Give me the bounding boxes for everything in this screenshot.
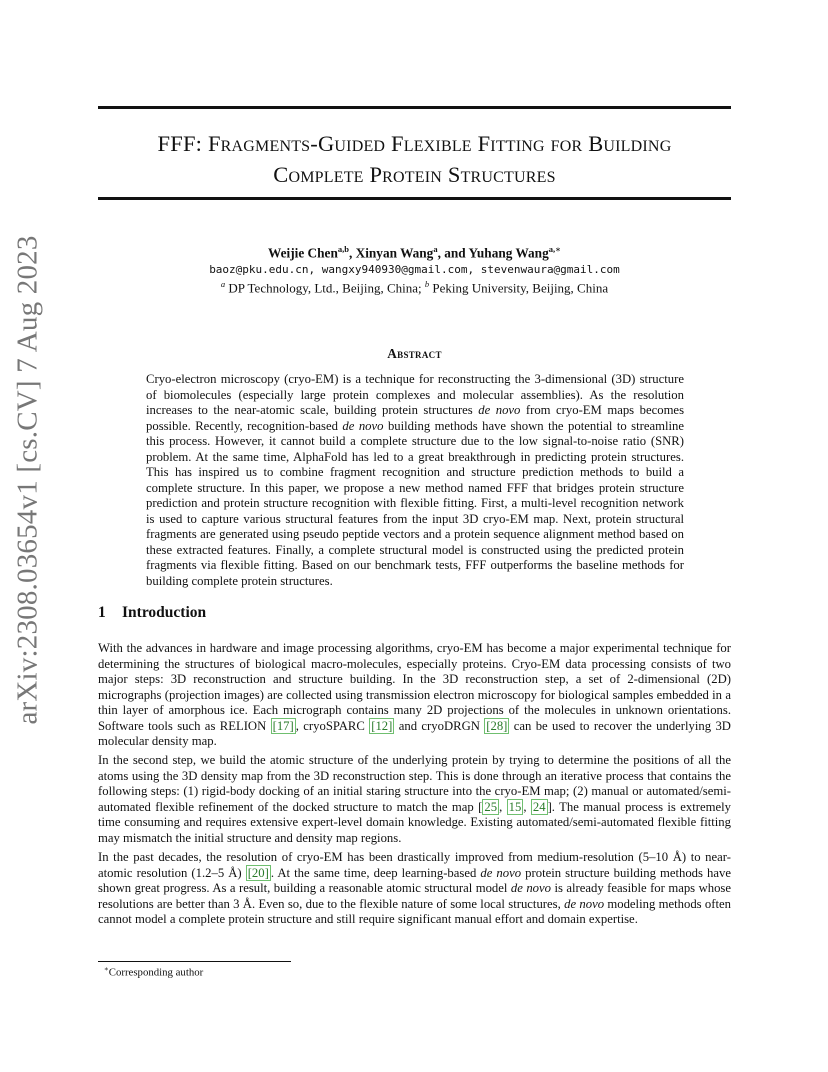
citation-link[interactable]: 24 bbox=[532, 799, 546, 814]
body-emphasis: de novo bbox=[480, 865, 522, 880]
footnote-mark: ∗ bbox=[104, 965, 109, 973]
intro-paragraph-2 bbox=[98, 753, 731, 846]
title-line-1: FFF: Fragments-Guided Flexible Fitting for Building bbox=[157, 131, 672, 156]
author-name: Xinyan Wang bbox=[355, 245, 434, 261]
citation-link[interactable]: [28] bbox=[486, 718, 508, 733]
body-text: In the second step, we build the atomic structure of the underlying protein by trying to determine the positions of all the atoms using the 3D density map from the 3D reconstruction step. This is done through an iterative process that contains the following steps: (1) rigid-body docking of an initial staring structure into the cryo-EM map; (2) manual or automated/semi-automated flexible refinement of the docked structure to match the map [ bbox=[98, 753, 731, 814]
author-separator: , bbox=[348, 245, 356, 261]
affil-mark: a bbox=[220, 279, 226, 289]
title-bottom-rule bbox=[98, 197, 731, 200]
body-text: With the advances in hardware and image processing algorithms, cryo-EM has become a major experimental technique for determining the structures of biological macro-molecules, especially proteins. Cryo-EM data processing consists of two major steps: 3D reconstruction and structure building. In the 3D reconstruction step, a set of 2-dimensional (2D) micrographs (projection images) are collected using transmission electron microscopy for biological samples embedded in a thin layer of amorphous ice. Each micrograph contains many 2D projections of the molecules in unknown orientations. Software tools such as RELION bbox=[98, 641, 731, 733]
abstract-emphasis: de novo bbox=[342, 418, 384, 433]
body-text: is already feasible for maps whose resolutions are better than 3 Å. Even so, due to the flexible nature of some local structures, bbox=[98, 881, 732, 911]
author-affil-mark: a,∗ bbox=[548, 244, 561, 254]
body-text: In the past decades, the resolution of cryo-EM has been drastically improved from medium-resolution (5–10 Å) to near-atomic resolution (1.2–5 Å) bbox=[98, 850, 731, 880]
body-text: modeling methods often cannot model a complete protein structure and still require significant manual effort and domain expertise. bbox=[98, 896, 731, 926]
author-emails: baoz@pku.edu.cn, wangxy940930@gmail.com, stevenwaura@gmail.com bbox=[209, 263, 620, 276]
body-text: can be used to recover the underlying 3D molecular density map. bbox=[98, 718, 731, 748]
arxiv-identifier bbox=[0, 0, 56, 1072]
body-text: . At the same time, deep learning-based bbox=[270, 865, 481, 880]
abstract-body bbox=[146, 372, 684, 589]
section-heading bbox=[98, 604, 206, 622]
section-title: Introduction bbox=[122, 604, 207, 621]
affil-mark: b bbox=[424, 279, 430, 289]
body-emphasis: de novo bbox=[510, 881, 551, 895]
title-top-rule bbox=[98, 106, 731, 109]
author-name: Weijie Chen bbox=[268, 245, 338, 261]
affil-text: Peking University, Beijing, China bbox=[429, 280, 609, 296]
paper-title bbox=[98, 128, 731, 190]
body-text: ]. The manual process is extremely time consuming and requires extensive expert-level domain knowledge. Existing automated/semi-automated flexible fitting may mismatch the initial structure and density map regions. bbox=[98, 799, 731, 845]
abstract-heading: Abstract bbox=[387, 346, 442, 361]
citation-link[interactable]: 25 bbox=[484, 799, 498, 814]
arxiv-id-text: arXiv:2308.03654v1 [cs.CV] 7 Aug 2023 bbox=[11, 235, 44, 725]
abstract-text: Cryo-electron microscopy (cryo-EM) is a technique for reconstructing the 3-dimensional (3D) structure of biomolecules (especially large protein complexes and molecular assemblies). As the resolution increases to the near-atomic scale, building protein structures bbox=[146, 372, 684, 417]
author-name: Yuhang Wang bbox=[468, 245, 549, 261]
body-text: and cryoDRGN bbox=[394, 718, 485, 733]
footnote-rule bbox=[98, 961, 291, 962]
body-emphasis: de novo bbox=[564, 896, 605, 911]
title-line-2: Complete Protein Structures bbox=[273, 162, 556, 187]
abstract-text: from cryo-EM maps becomes possible. Recently, recognition-based bbox=[146, 403, 685, 433]
body-text: protein structure building methods have shown great progress. As a result, building a reasonable atomic structural model bbox=[98, 865, 731, 895]
intro-paragraph-3 bbox=[98, 850, 731, 928]
footnote-text: Corresponding author bbox=[108, 966, 204, 979]
abstract-text: building methods have shown the potential to streamline this process. However, it cannot build a complete structure due to the low signal-to-noise ratio (SNR) problem. At the same time, AlphaFold has led to a great breakthrough in predicting protein structures. This has inspired us to combine fragment recognition and structure prediction methods to build a complete structure. In this paper, we propose a new method named FFF that bridges protein structure prediction and protein structure recognition with flexible fitting. First, a multi-level recognition network is used to capture various structural features from the input 3D cryo-EM map. Next, protein structural fragments are generated using pseudo peptide vectors and a protein sequence alignment method based on these extracted features. Finally, a complete structural model is constructed using the predicted protein fragments via flexible fitting. Based on our benchmark tests, FFF outperforms the baseline methods for building complete protein structures. bbox=[146, 418, 684, 588]
author-separator: , and bbox=[437, 245, 469, 261]
affil-text: DP Technology, Ltd., Beijing, China; bbox=[225, 280, 425, 296]
body-text: , cryoSPARC bbox=[295, 718, 370, 733]
body-text: , bbox=[499, 799, 507, 814]
citation-link[interactable]: [20] bbox=[247, 865, 269, 880]
abstract-emphasis: de novo bbox=[478, 403, 521, 417]
author-list bbox=[98, 244, 731, 261]
author-affil-mark: a,b bbox=[337, 244, 349, 254]
citation-link[interactable]: [12] bbox=[371, 718, 393, 733]
citation-link[interactable]: 15 bbox=[508, 799, 522, 814]
author-affil-mark: a bbox=[433, 244, 438, 254]
citation-link[interactable]: [17] bbox=[272, 718, 294, 733]
affiliations bbox=[98, 279, 731, 296]
body-text: , bbox=[523, 799, 531, 814]
intro-paragraph-1 bbox=[98, 641, 731, 750]
section-number: 1 bbox=[98, 604, 106, 621]
footnote bbox=[104, 965, 203, 979]
